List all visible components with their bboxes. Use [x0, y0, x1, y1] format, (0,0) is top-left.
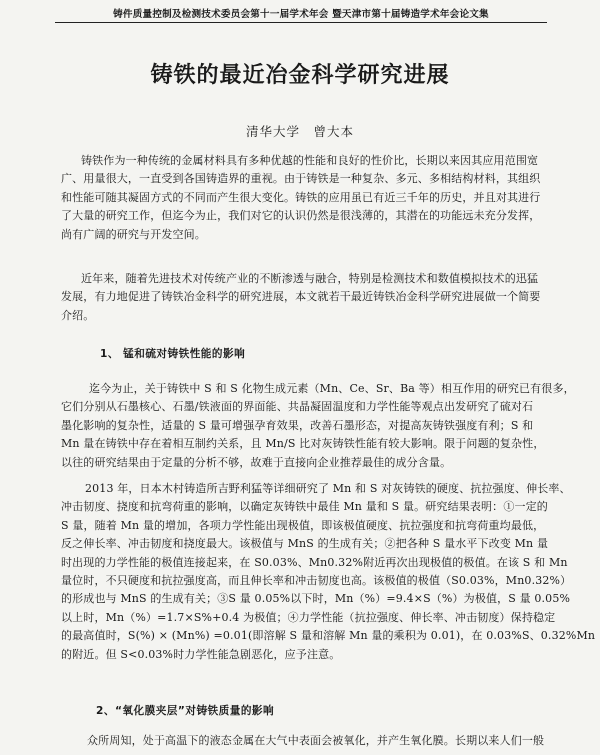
text-line: 时出现的力学性能的极值连接起来，在 S0.03%、Mn0.32%附近再次出现极值的极值。在该 S 和 Mn: [61, 555, 568, 569]
text-line: 迄今为止，关于铸铁中 S 和 S 化物生成元素（Mn、Ce、Sr、Ba 等）相互作用的研究已有很多，: [89, 382, 575, 395]
text-line: 墨化影响的复杂性，适量的 S 量可增强孕育效果，改善石墨形态，对提高灰铸铁强度有利；S 和: [61, 418, 534, 432]
text-line: 量位时，不只硬度和抗拉强度高，而且伸长率和冲击韧度也高。该极值的极值（S0.03%，Mn0.32%）: [61, 574, 572, 588]
text-line: 以往的研究结果由于定量的分析不够，故难于直接向企业推荐最佳的成分含量。: [61, 455, 452, 469]
text-line: 众所周知，处于高温下的液态金属在大气中表面会被氧化，并产生氧化膜。长期以来人们一般: [87, 734, 545, 747]
section2-paragraph-1: [61, 732, 545, 750]
section1-paragraph-1: [61, 380, 575, 472]
text-line: 2013 年，日本木村铸造所吉野利猛等详细研究了 Mn 和 S 对灰铸铁的硬度、抗拉强度、伸长率、: [85, 482, 571, 495]
text-line: 了大量的研究工作，但迄今为止，我们对它的认识仍然是很浅薄的，其潜在的功能远未充分发挥，: [61, 209, 541, 223]
running-header: 铸件质量控制及检测技术委员会第十一届学术年会 暨天津市第十届铸造学术年会论文集: [113, 9, 489, 20]
section1-paragraph-2: [61, 480, 596, 664]
text-line: 铸铁作为一种传统的金属材料具有多种优越的性能和良好的性价比，长期以来因其应用范围宽: [81, 154, 539, 167]
text-line: 近年来，随着先进技术对传统产业的不断渗透与融合，特别是检测技术和数值模拟技术的迅猛: [81, 272, 539, 285]
text-line: 反之伸长率、冲击韧度和挠度最大。该极值与 MnS 的生成有关；②把各种 S 量水平下改变 Mn 量: [61, 537, 549, 551]
intro-paragraph-1: [61, 152, 541, 244]
paper-title: 铸铁的最近冶金科学研究进展: [150, 63, 450, 88]
header-rule: [55, 22, 547, 23]
text-line: 它们分别从石墨核心、石墨/铁液面的界面能、共晶凝固温度和力学性能等观点出发研究了硫对石: [61, 400, 534, 414]
text-line: 的最高值时，S(%) × (Mn%) =0.01(即溶解 S 量和溶解 Mn 量的乘积为 0.01)，在 0.03%S、0.32%Mn: [61, 629, 596, 643]
intro-paragraph-2: [61, 270, 541, 325]
text-line: Mn 量在铸铁中存在着相互制约关系，且 Mn/S 比对灰铸铁性能有较大影响。限于问题的复杂性，: [61, 437, 545, 451]
text-line: 和性能可随其凝固方式的不同而产生很大变化。铸铁的应用虽已有近三千年的历史，并且对其进行: [61, 190, 541, 204]
section-heading-2: 2、“氧化膜夹层”对铸铁质量的影响: [96, 705, 275, 717]
text-line: 尚有广阔的研究与开发空间。: [61, 227, 206, 241]
text-line: 广、用量很大，一直受到各国铸造界的重视。由于铸铁是一种复杂、多元、多相结构材料，其组织: [61, 172, 541, 186]
text-line: 介绍。: [61, 308, 95, 322]
text-line: 以上时，Mn（%）=1.7×S%+0.4 为极值；④力学性能（抗拉强度、伸长率、冲击韧度）保持稳定: [61, 610, 556, 624]
text-line: 的附近。但 S<0.03%时力学性能急剧恶化，应予注意。: [61, 647, 341, 661]
text-line: 的形成也与 MnS 的生成有关；③S 量 0.05%以下时，Mn（%）=9.4×S（%）为极值，S 量 0.05%: [61, 592, 571, 606]
text-line: 冲击韧度、挠度和抗弯荷重的影响，以确定灰铸铁中最佳 Mn 量和 S 量。研究结果表明：①一定的: [61, 500, 548, 514]
text-line: S 量，随着 Mn 量的增加，各项力学性能出现极值，即该极值硬度、抗拉强度和抗弯荷重均最低，: [61, 518, 545, 532]
section-heading-1: 1、 锰和硫对铸铁性能的影响: [100, 348, 246, 360]
author-affiliation: 清华大学 曾大本: [245, 124, 354, 139]
text-line: 发展，有力地促进了铸铁冶金科学的研究进展，本文就若干最近铸铁冶金科学研究进展做一个简要: [61, 290, 541, 304]
